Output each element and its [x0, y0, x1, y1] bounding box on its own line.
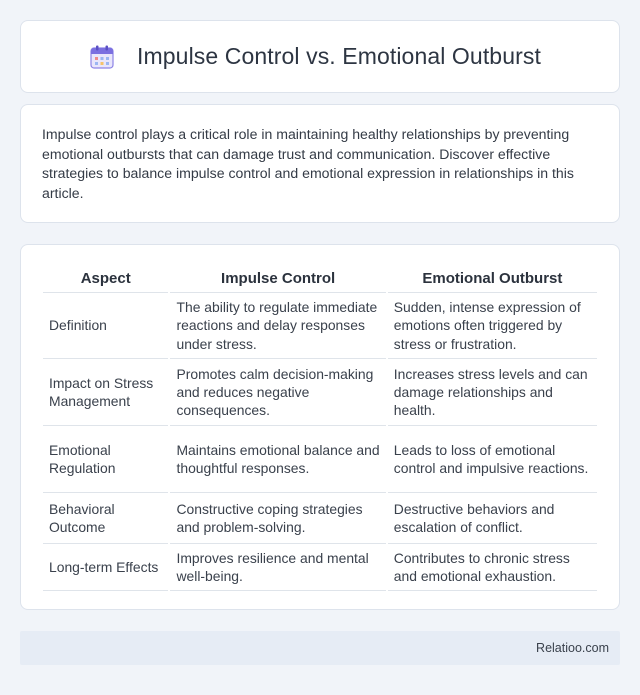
cell-emotional-outburst: Sudden, intense expression of emotions often triggered by stress or frustration. — [388, 293, 597, 359]
table-row — [43, 544, 597, 591]
cell-emotional-outburst: Increases stress levels and can damage relationships and health. — [388, 359, 597, 426]
page-title: Impulse Control vs. Emotional Outburst — [137, 43, 541, 69]
table-row — [43, 293, 597, 359]
cell-aspect: Impact on Stress Management — [43, 359, 168, 426]
comparison-card — [20, 244, 620, 610]
cell-aspect: Definition — [43, 293, 168, 359]
calendar-icon — [89, 44, 115, 70]
cell-emotional-outburst: Destructive behaviors and escalation of conflict. — [388, 493, 597, 544]
table-header-row — [43, 265, 597, 293]
cell-impulse-control: Maintains emotional balance and thoughtful responses. — [170, 426, 385, 493]
intro-paragraph: Impulse control plays a critical role in maintaining healthy relationships by preventing emotional outbursts that can damage trust and communication. Discover effective strategies to balance impulse control and emotional expression in relationships in this article. — [42, 126, 574, 201]
cell-impulse-control: Constructive coping strategies and problem-solving. — [170, 493, 385, 544]
comparison-table — [41, 265, 599, 591]
header-impulse-control: Impulse Control — [170, 265, 385, 293]
table-row — [43, 359, 597, 426]
title-card — [20, 20, 620, 93]
cell-emotional-outburst: Contributes to chronic stress and emotional exhaustion. — [388, 544, 597, 591]
cell-impulse-control: Improves resilience and mental well-being. — [170, 544, 385, 591]
cell-aspect: Long-term Effects — [43, 544, 168, 591]
footer — [20, 631, 620, 665]
cell-aspect: Emotional Regulation — [43, 426, 168, 493]
intro-card — [20, 104, 620, 223]
cell-emotional-outburst: Leads to loss of emotional control and impulsive reactions. — [388, 426, 597, 493]
header-aspect: Aspect — [43, 265, 168, 293]
cell-aspect: Behavioral Outcome — [43, 493, 168, 544]
footer-brand[interactable]: Relatioo.com — [536, 641, 609, 655]
header-emotional-outburst: Emotional Outburst — [388, 265, 597, 293]
table-row — [43, 493, 597, 544]
cell-impulse-control: The ability to regulate immediate reactions and delay responses under stress. — [170, 293, 385, 359]
table-row — [43, 426, 597, 493]
cell-impulse-control: Promotes calm decision-making and reduces negative consequences. — [170, 359, 385, 426]
